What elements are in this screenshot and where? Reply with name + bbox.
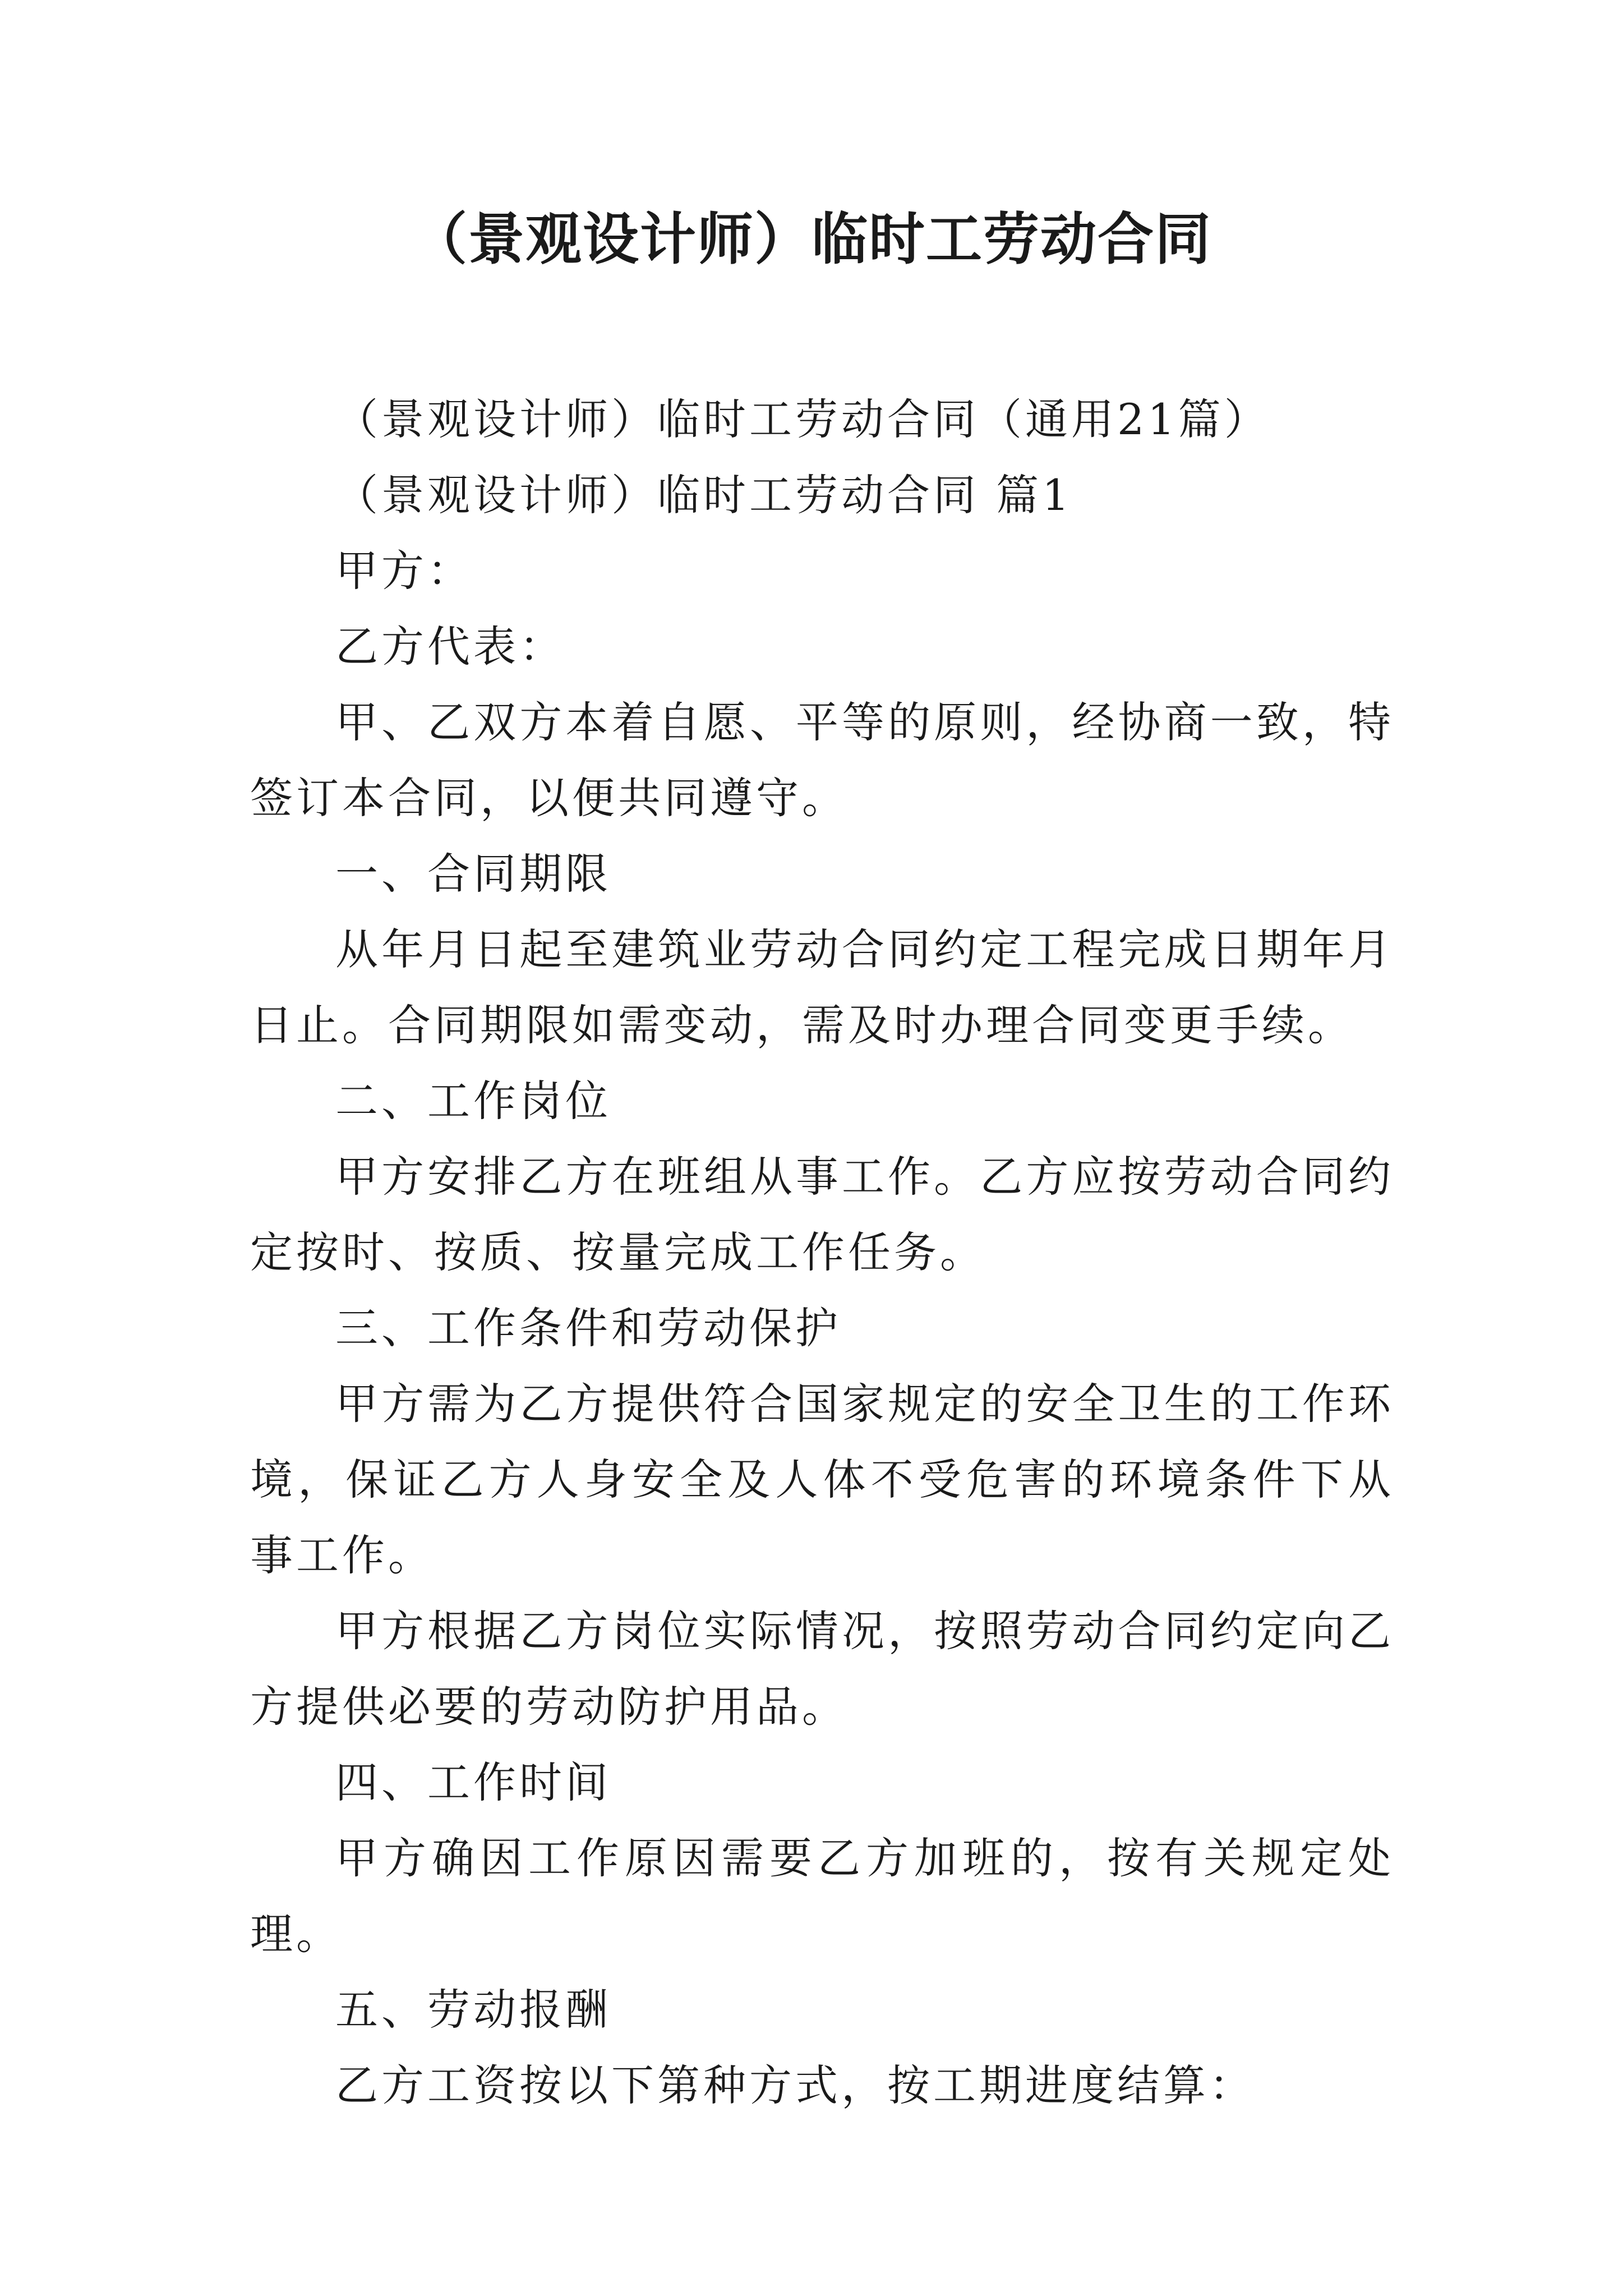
clause-heading-position: 二、工作岗位	[335, 1076, 611, 1126]
clause-heading-pay: 五、劳动报酬	[335, 1985, 611, 2035]
paragraph-position: 甲方安排乙方在班组从事工作。乙方应按劳动合同约定按时、按质、按量完成工作任务。	[250, 1152, 1394, 1277]
paragraph-pay: 乙方工资按以下第种方式，按工期进度结算：	[335, 2060, 1255, 2110]
paragraph-conditions-1: 甲方需为乙方提供符合国家规定的安全卫生的工作环境，保证乙方人身安全及人体不受危害的环境条件下从事工作。	[250, 1379, 1394, 1580]
document-title: （景观设计师）临时工劳动合同	[411, 206, 1212, 272]
paragraph-term: 从年月日起至建筑业劳动合同约定工程完成日期年月日止。合同期限如需变动，需及时办理合同变更手续。	[250, 924, 1394, 1050]
clause-heading-conditions: 三、工作条件和劳动保护	[335, 1303, 841, 1353]
paragraph-intro: 甲、乙双方本着自愿、平等的原则，经协商一致，特签订本合同，以便共同遵守。	[250, 697, 1394, 823]
clause-heading-term: 一、合同期限	[335, 849, 611, 899]
paragraph-conditions-2: 甲方根据乙方岗位实际情况，按照劳动合同约定向乙方提供必要的劳动防护用品。	[250, 1606, 1394, 1732]
document-body	[250, 381, 1394, 2123]
paragraph-section-heading: （景观设计师）临时工劳动合同 篇1	[335, 470, 1073, 520]
paragraph-subtitle: （景观设计师）临时工劳动合同（通用21篇）	[335, 394, 1270, 444]
paragraph-party-a: 甲方：	[335, 546, 473, 596]
paragraph-party-b: 乙方代表：	[335, 622, 565, 671]
paragraph-hours: 甲方确因工作原因需要乙方加班的，按有关规定处理。	[250, 1833, 1394, 1959]
clause-heading-hours: 四、工作时间	[335, 1757, 611, 1807]
